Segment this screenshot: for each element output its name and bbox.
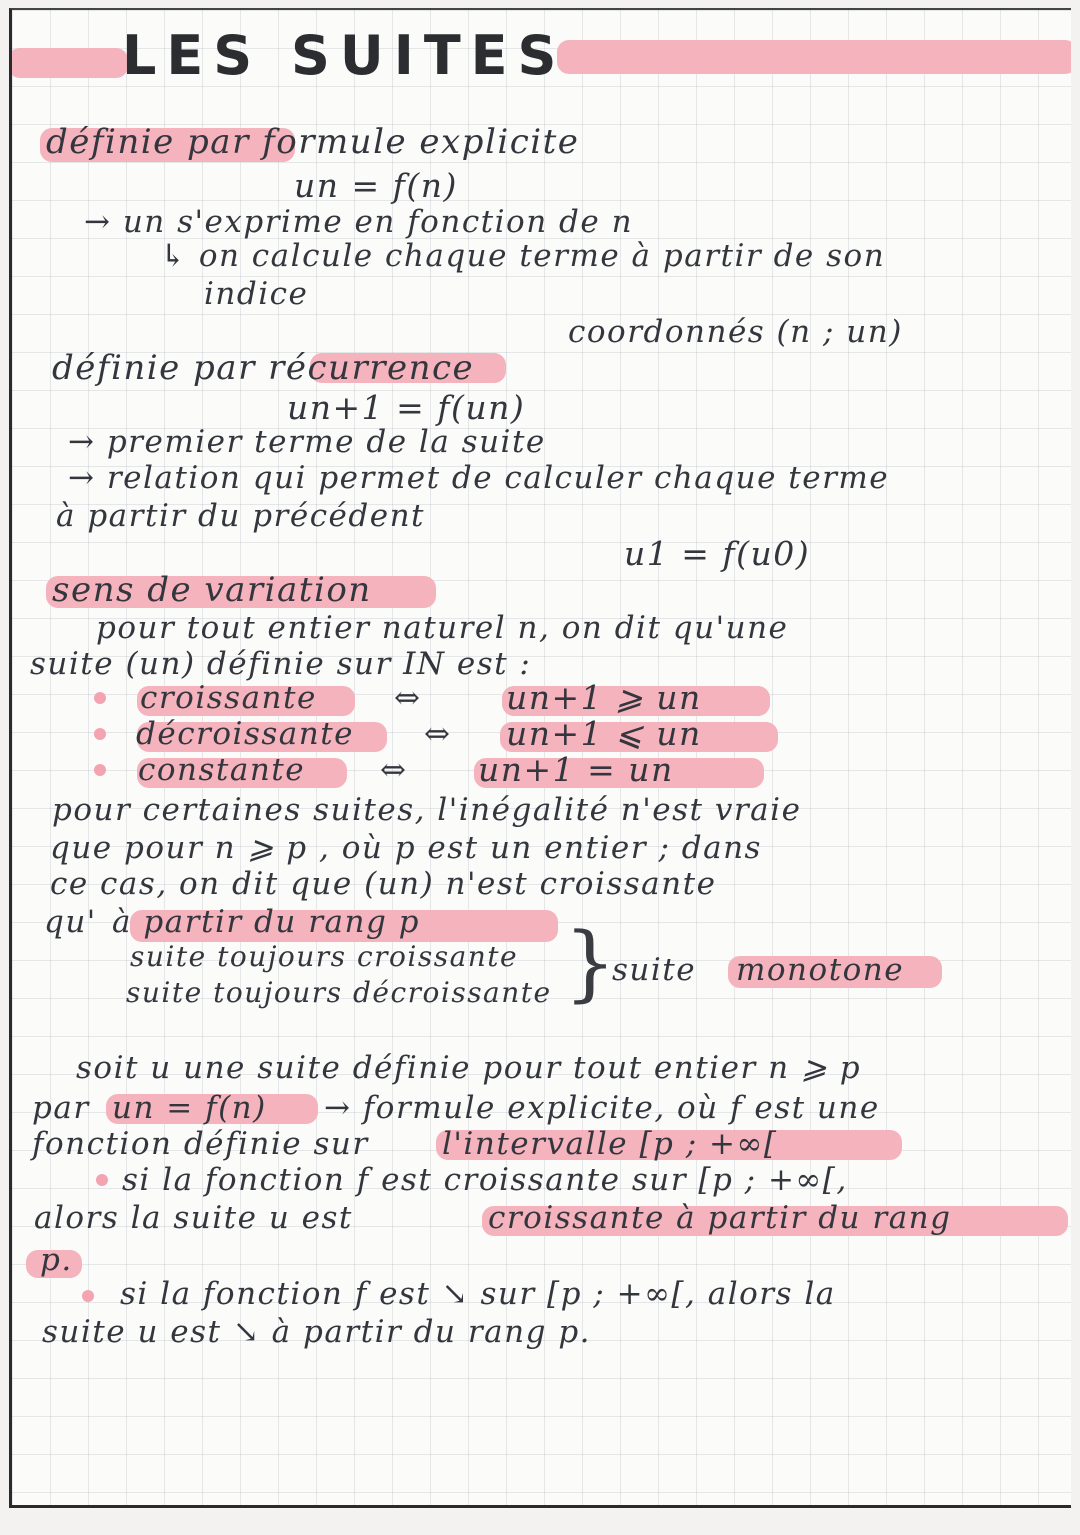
section1-coords: coordonnés (n ; un) <box>568 314 903 350</box>
section4-line3a: fonction définie sur <box>32 1126 369 1162</box>
bullet-icon <box>96 1174 108 1186</box>
section3-intro2: suite (un) définie sur IN est : <box>30 646 532 682</box>
section1-line2: ↳ on calcule chaque terme à partir de son <box>160 238 886 274</box>
section2-line3: à partir du précédent <box>56 498 426 534</box>
bullet-icon <box>94 692 106 704</box>
item3-label: constante <box>138 752 306 788</box>
item1-equiv: ⇔ <box>394 680 422 716</box>
section4-line7: si la fonction f est ↘ sur [p ; +∞[, alors la <box>120 1276 836 1312</box>
section4-line8: suite u est ↘ à partir du rang p. <box>42 1314 592 1350</box>
section2-formula: un+1 = f(un) <box>287 388 526 427</box>
notebook-page <box>9 8 1071 1508</box>
section1-line3: indice <box>204 276 309 312</box>
monotone-line2: suite toujours décroissante <box>126 976 552 1009</box>
title-highlight-right <box>557 40 1071 74</box>
bullet-icon <box>94 728 106 740</box>
section4-line3b: l'intervalle [p ; +∞[ <box>442 1126 778 1162</box>
section3-intro1: pour tout entier naturel n, on dit qu'une <box>96 610 789 646</box>
item3-equiv: ⇔ <box>380 752 408 788</box>
bullet-icon <box>82 1290 94 1302</box>
section1-formula: un = f(n) <box>294 166 458 205</box>
section1-line1: → un s'exprime en fonction de n <box>84 204 634 240</box>
item2-formula: un+1 ⩽ un <box>506 714 702 753</box>
section3-para4b: à partir du rang p <box>112 904 420 940</box>
section4-line2b: un = f(n) <box>112 1090 267 1126</box>
item1-label: croissante <box>140 680 317 716</box>
bullet-icon <box>94 764 106 776</box>
section4-line6: p. <box>40 1242 73 1278</box>
section3-para1: pour certaines suites, l'inégalité n'est vraie <box>52 792 802 828</box>
monotone-label-a: suite <box>612 952 697 988</box>
monotone-label-b: monotone <box>736 952 905 988</box>
brace-icon: } <box>564 916 617 1011</box>
section4-line2c: → formule explicite, où f est une <box>324 1090 880 1126</box>
section3-para4a: qu' <box>44 904 97 940</box>
item2-equiv: ⇔ <box>424 716 452 752</box>
section4-line5b: croissante à partir du rang <box>488 1200 952 1236</box>
section4-line2a: par <box>32 1090 90 1126</box>
section4-line5a: alors la suite u est <box>34 1200 353 1236</box>
item1-formula: un+1 ⩾ un <box>506 678 702 717</box>
section2-example: u1 = f(u0) <box>624 534 811 573</box>
title-highlight-left <box>9 48 128 78</box>
section3-para3: ce cas, on dit que (un) n'est croissante <box>50 866 717 902</box>
section4-line1: soit u une suite définie pour tout entier n ⩾ p <box>76 1050 862 1086</box>
section2-line2: → relation qui permet de calculer chaque terme <box>68 460 890 496</box>
item2-label: décroissante <box>136 716 355 752</box>
item3-formula: un+1 = un <box>478 750 674 789</box>
monotone-line1: suite toujours croissante <box>130 940 519 973</box>
page-title: LES SUITES <box>122 24 567 87</box>
section2-heading: définie par récurrence <box>52 348 475 388</box>
section4-line4: si la fonction f est croissante sur [p ; +∞[, <box>122 1162 848 1198</box>
section2-line1: → premier terme de la suite <box>68 424 546 460</box>
section1-heading: définie par formule explicite <box>46 122 580 162</box>
section3-heading: sens de variation <box>52 570 372 610</box>
section3-para2: que pour n ⩾ p , où p est un entier ; dans <box>50 830 762 866</box>
